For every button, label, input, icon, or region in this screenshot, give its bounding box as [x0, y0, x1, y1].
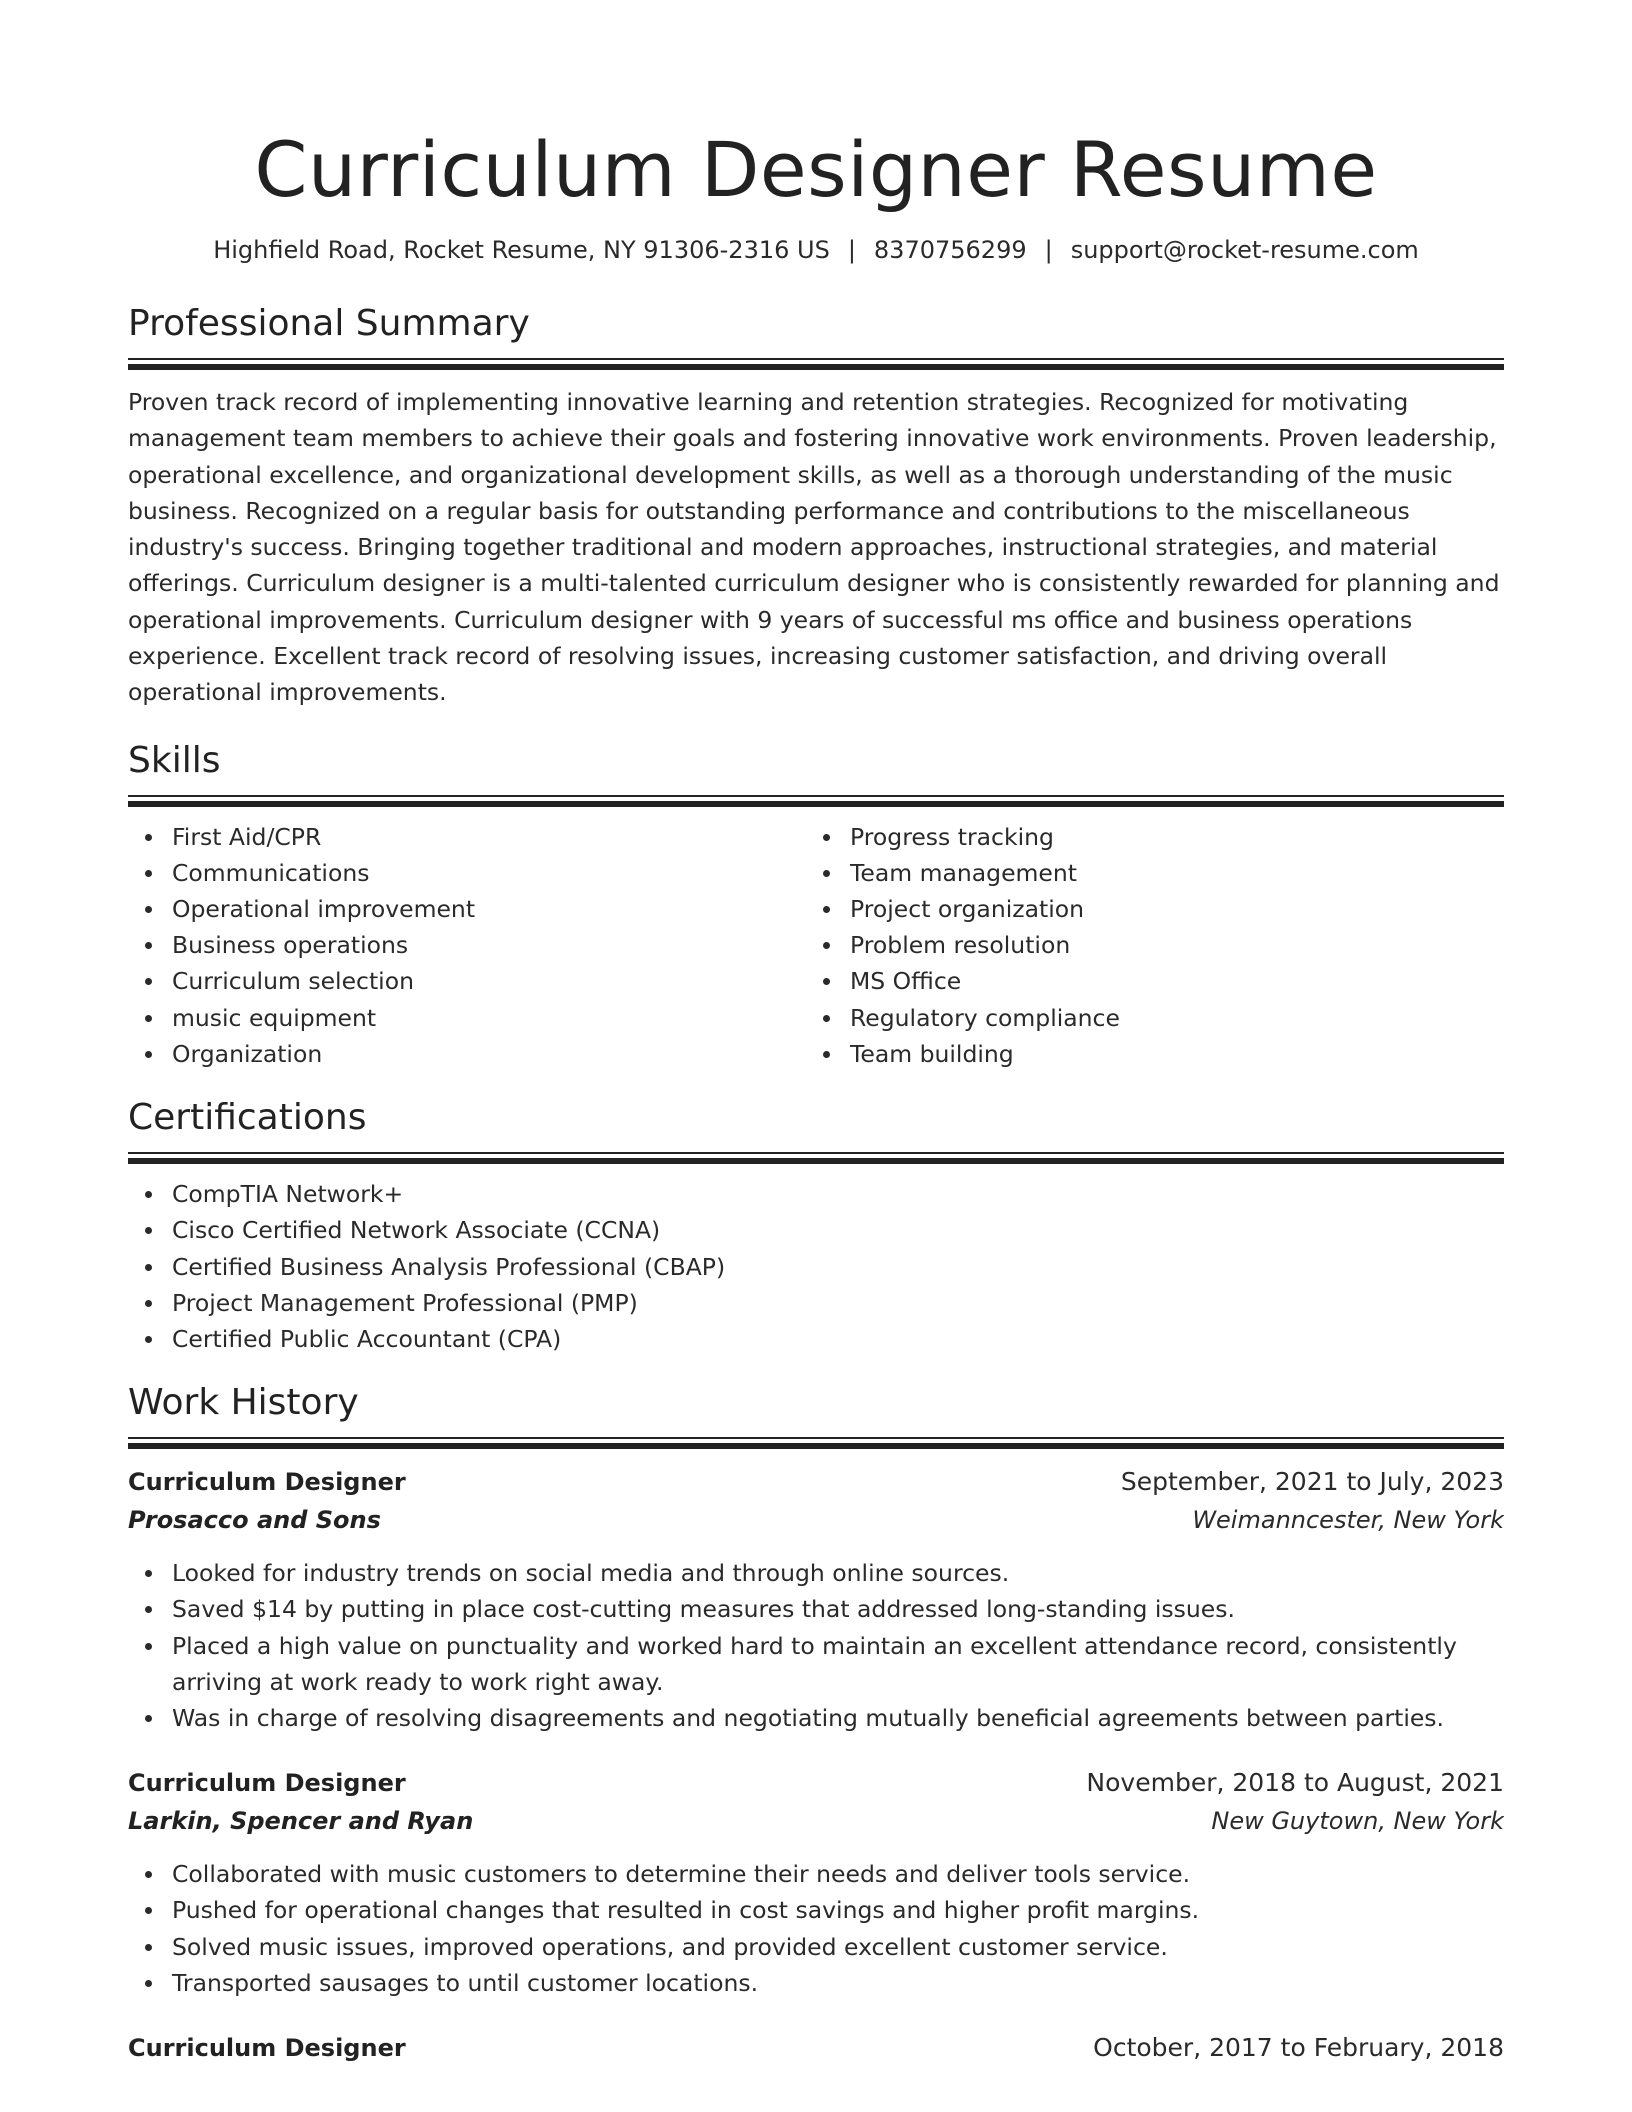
job-title: Curriculum Designer: [128, 1769, 406, 1798]
section-divider: [128, 1152, 1504, 1164]
job-company: Prosacco and Sons: [128, 1506, 381, 1535]
skill-item: MS Office: [806, 963, 1484, 999]
skills-columns: [128, 819, 1504, 1072]
job-bullet: Collaborated with music customers to determine their needs and deliver tools service.: [128, 1856, 1504, 1892]
summary-text: Proven track record of implementing innovative learning and retention strategies. Recognized for motivating management team members to achieve their goals and fostering innovative work environments. Proven leadership, operational excellence, and organizational development skills, as well as a thorough understanding of the music business. Recognized on a regular basis for outstanding performance and contributions to the miscellaneous industry's success. Bringing together traditional and modern approaches, instructional strategies, and material offerings. Curriculum designer is a multi-talented curriculum designer who is consistently rewarded for planning and operational improvements. Curriculum designer with 9 years of successful ms office and business operations experience. Excellent track record of resolving issues, increasing customer satisfaction, and driving overall operational improvements.: [128, 388, 1500, 707]
contact-phone: 8370756299: [873, 236, 1027, 264]
certifications-heading: Certifications: [128, 1097, 367, 1139]
summary-section: [128, 300, 1504, 711]
skill-item: Communications: [128, 855, 806, 891]
job-dates: September, 2021 to July, 2023: [1120, 1467, 1504, 1497]
skills-list-left: [128, 819, 806, 1072]
skill-item: music equipment: [128, 1000, 806, 1036]
certification-item: Project Management Professional (PMP): [128, 1285, 1504, 1321]
job-bullet: Was in charge of resolving disagreements and negotiating mutually beneficial agreements between parties.: [128, 1700, 1504, 1736]
skill-item: Project organization: [806, 891, 1484, 927]
job-entry: [128, 2029, 1504, 2067]
skill-item: Team building: [806, 1036, 1484, 1072]
job-header: [128, 2029, 1504, 2067]
job-company: Larkin, Spencer and Ryan: [128, 1807, 474, 1836]
contact-email: support@rocket-resume.com: [1070, 236, 1419, 264]
job-dates: November, 2018 to August, 2021: [1086, 1768, 1504, 1798]
job-dates: October, 2017 to February, 2018: [1093, 2032, 1504, 2062]
job-bullet: Solved music issues, improved operations, and provided excellent customer service.: [128, 1929, 1504, 1965]
section-divider: [128, 1437, 1504, 1449]
job-header: [128, 1764, 1504, 1802]
section-divider: [128, 358, 1504, 370]
job-bullet: Looked for industry trends on social media and through online sources.: [128, 1555, 1504, 1591]
work-history-heading: Work History: [128, 1382, 359, 1424]
job-location: New Guytown, New York: [1211, 1807, 1504, 1836]
skill-item: Business operations: [128, 927, 806, 963]
skills-heading: Skills: [128, 739, 221, 781]
summary-heading: Professional Summary: [128, 303, 530, 344]
job-bullet: Placed a high value on punctuality and worked hard to maintain an excellent attendance record, consistently arriving at work ready to work right away.: [128, 1628, 1504, 1700]
skill-item: Regulatory compliance: [806, 1000, 1484, 1036]
job-bullets: [128, 1856, 1504, 2001]
job-subheader: [128, 1501, 1504, 1539]
skill-item: Problem resolution: [806, 927, 1484, 963]
skills-section: [128, 737, 1504, 1072]
job-bullet: Transported sausages to until customer locations.: [128, 1965, 1504, 2001]
resume-title: Curriculum Designer Resume: [254, 125, 1378, 214]
job-bullet: Saved $14 by putting in place cost-cutting measures that addressed long-standing issues.: [128, 1591, 1504, 1627]
contact-address: Highfield Road, Rocket Resume, NY 91306-2316 US: [213, 236, 830, 264]
certifications-section: [128, 1094, 1504, 1357]
job-bullets: [128, 1555, 1504, 1736]
skill-item: First Aid/CPR: [128, 819, 806, 855]
certification-item: Cisco Certified Network Associate (CCNA): [128, 1212, 1504, 1248]
certification-item: Certified Public Accountant (CPA): [128, 1321, 1504, 1357]
job-bullet: Pushed for operational changes that resulted in cost savings and higher profit margins.: [128, 1892, 1504, 1928]
job-header: [128, 1463, 1504, 1501]
resume-page: [128, 0, 1504, 2112]
skill-item: Curriculum selection: [128, 963, 806, 999]
certification-item: Certified Business Analysis Professional (CBAP): [128, 1249, 1504, 1285]
skill-item: Progress tracking: [806, 819, 1484, 855]
job-title: Curriculum Designer: [128, 2033, 406, 2062]
job-subheader: [128, 1802, 1504, 1840]
work-history-section: [128, 1379, 1504, 2067]
contact-separator: |: [1044, 236, 1053, 264]
job-entry: [128, 1764, 1504, 2001]
skills-list-right: [806, 819, 1484, 1072]
skill-item: Team management: [806, 855, 1484, 891]
certifications-list: [128, 1176, 1504, 1357]
skill-item: Operational improvement: [128, 891, 806, 927]
job-title: Curriculum Designer: [128, 1468, 406, 1497]
contact-line: [128, 234, 1504, 266]
skill-item: Organization: [128, 1036, 806, 1072]
job-entry: [128, 1463, 1504, 1736]
section-divider: [128, 795, 1504, 807]
contact-separator: |: [847, 236, 856, 264]
certification-item: CompTIA Network+: [128, 1176, 1504, 1212]
job-location: Weimanncester, New York: [1192, 1506, 1504, 1535]
